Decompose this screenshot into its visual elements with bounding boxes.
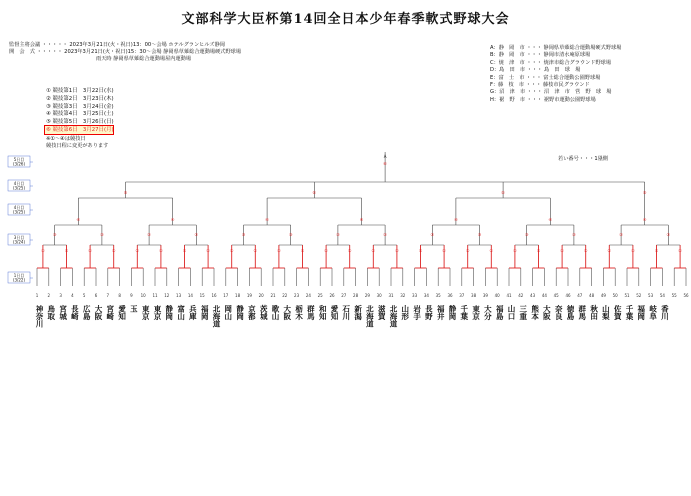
round-label: 5日目 [13, 157, 25, 162]
team-name: 福井 [436, 305, 446, 320]
team-name: 石川 [341, 305, 351, 320]
team-name: 山口 [507, 305, 516, 320]
match-number: ① [489, 248, 494, 253]
match-number: ④ [642, 217, 647, 222]
team-number: 1 [35, 293, 39, 298]
note-line: ※①～④は競技日 [46, 136, 86, 142]
match-number: ③ [619, 232, 623, 237]
team-name: 北海道 [365, 305, 375, 328]
match-number: ④ [548, 217, 553, 222]
team-name: 北海道 [212, 305, 221, 328]
team-number: 25 [317, 293, 323, 298]
team-name: 滋賀 [377, 305, 387, 320]
round-label: 4日目 [13, 205, 25, 210]
round-label: 4日目 [13, 181, 25, 186]
team-name: 和知 [318, 305, 328, 320]
team-number: 56 [683, 293, 689, 298]
team-number: 8 [118, 293, 121, 298]
team-name: 山形 [400, 305, 410, 320]
team-name: 玉 [129, 305, 139, 313]
team-name: 群馬 [306, 305, 316, 320]
team-name: 福島 [495, 305, 505, 320]
team-name: 千葉 [625, 305, 634, 320]
team-number: 53 [648, 293, 654, 298]
match-number: ③ [194, 232, 199, 237]
match-number: ③ [524, 232, 529, 237]
team-number: 28 [353, 293, 359, 298]
match-number: ③ [241, 232, 246, 237]
team-number: 14 [187, 293, 193, 298]
team-number: 16 [211, 293, 217, 298]
team-name: 香川 [660, 305, 670, 320]
team-name: 栃木 [294, 305, 304, 320]
team-name: 徳島 [566, 305, 575, 320]
final-venue: A [383, 154, 387, 159]
match-number: ① [607, 248, 612, 253]
match-number: ④ [265, 217, 269, 222]
team-name: 秋田 [589, 305, 599, 320]
venue-item: F：藤 枝 市 ・・・ 藤枝市民グラウンド [490, 82, 590, 89]
opening-line: 開 会 式 ・・・・・ 2023年3月21日(火・祝日)15：30～会場 静岡県草薙総合運動場硬式野球場 [9, 49, 242, 55]
day-item: ⑤ 競技第5日 3月26日(日) [46, 119, 114, 126]
match-number: ⑤ [642, 190, 647, 195]
round-date: (3/25) [12, 209, 26, 215]
match-number: ① [442, 248, 446, 253]
team-name: 宮城 [58, 305, 68, 320]
team-name: 兵庫 [188, 305, 198, 320]
team-name: 東京 [141, 305, 151, 320]
team-name: 岐阜 [648, 305, 658, 320]
team-name: 歌山 [271, 305, 280, 320]
team-name: 静岡 [235, 305, 245, 320]
note-line: 競技日程に変更があります [46, 143, 109, 149]
team-number: 54 [659, 293, 665, 298]
match-number: ① [654, 248, 659, 253]
team-number: 23 [294, 293, 300, 298]
round-date: (3/24) [12, 239, 26, 245]
match-number: ① [277, 248, 281, 253]
team-number: 12 [164, 293, 170, 298]
match-number: ⑤ [123, 190, 128, 195]
team-number: 20 [258, 293, 264, 298]
team-number: 15 [199, 293, 205, 298]
match-number: ③ [288, 232, 293, 237]
match-number: ① [229, 248, 234, 253]
team-number: 35 [435, 293, 441, 298]
match-number: ① [159, 248, 163, 253]
team-name: 静岡 [164, 305, 174, 320]
team-name: 北海道 [389, 305, 398, 328]
match-number: ③ [52, 232, 57, 237]
team-number: 13 [176, 293, 182, 298]
match-number: ① [300, 248, 305, 253]
team-list [0, 305, 691, 490]
team-name: 山梨 [601, 305, 611, 320]
team-name: 長崎 [70, 305, 80, 320]
team-number: 7 [106, 293, 110, 298]
match-number: ④ [454, 217, 458, 222]
seed-note: 若い番号・・・1塁側 [558, 156, 608, 162]
team-number: 44 [541, 293, 547, 298]
match-number: ① [513, 248, 517, 253]
team-number: 48 [589, 293, 595, 298]
team-number: 21 [270, 293, 276, 298]
match-number: ④ [76, 217, 81, 222]
match-number: ③ [666, 232, 671, 237]
team-name: 茨城 [259, 305, 269, 320]
team-number: 43 [530, 293, 536, 298]
team-number: 39 [482, 293, 488, 298]
team-name: 大分 [483, 305, 493, 320]
match-number: ① [465, 248, 470, 253]
rain-line: 雨天時 静岡県草薙総合運動場屋内運動場 [96, 56, 192, 62]
team-number: 42 [518, 293, 524, 298]
match-number: ③ [336, 232, 340, 237]
day-item: ③ 競技第3日 3月24日(金) [46, 103, 114, 110]
team-number: 17 [223, 293, 229, 298]
team-name: 三重 [518, 305, 528, 320]
match-number: ① [418, 248, 423, 253]
match-number: ① [583, 248, 588, 253]
team-number: 31 [388, 293, 394, 298]
team-name: 愛知 [330, 305, 339, 320]
match-number: ① [135, 248, 140, 253]
team-number: 26 [329, 293, 335, 298]
team-number: 22 [282, 293, 288, 298]
match-number: ③ [477, 232, 482, 237]
team-name: 広島 [82, 305, 92, 320]
match-number: ⑤ [501, 190, 505, 195]
venue-item: A：静 岡 市 ・・・ 静岡県草薙総合運動場硬式野球場 [490, 45, 622, 51]
match-number: ③ [430, 232, 435, 237]
match-number: ① [371, 248, 376, 253]
team-name: 大阪 [94, 305, 103, 320]
team-name: 鳥取 [46, 305, 56, 320]
venue-item: E：富 士 市 ・・・ 富士総合運動公園野球場 [490, 74, 601, 81]
page-title: 文部科学大臣杯第14回全日本少年春季軟式野球大会 [181, 12, 510, 27]
round-date: (3/25) [12, 185, 26, 191]
match-number: ① [347, 248, 352, 253]
team-name: 宮崎 [105, 305, 115, 320]
team-number: 33 [412, 293, 418, 298]
round-label: 1日目 [13, 273, 25, 278]
team-name: 福岡 [636, 305, 646, 320]
team-name: 長野 [424, 305, 434, 320]
team-number: 49 [600, 293, 606, 298]
team-name: 愛知 [117, 305, 127, 320]
team-number: 50 [612, 293, 618, 298]
team-number: 19 [246, 293, 252, 298]
venue-item: G：沼 津 市 ・・・ 沼 津 市 営 野 球 場 [490, 89, 612, 96]
team-number: 36 [447, 293, 453, 298]
match-number: ③ [100, 232, 104, 237]
venue-item: H：裾 野 市 ・・・ 裾野市運動公園野球場 [490, 96, 596, 103]
match-number: ④ [359, 217, 364, 222]
day-item: ④ 競技第4日 3月25日(土) [46, 111, 114, 118]
team-number: 46 [565, 293, 571, 298]
team-number: 55 [671, 293, 677, 298]
team-name: 東京 [153, 305, 162, 320]
team-number: 10 [140, 293, 146, 298]
team-number: 34 [423, 293, 429, 298]
team-number: 11 [152, 293, 158, 298]
team-number: 37 [459, 293, 465, 298]
match-number: ① [678, 248, 682, 253]
team-number: 5 [82, 293, 86, 298]
match-number: ⑤ [312, 190, 317, 195]
round-date: (3/22) [12, 277, 26, 283]
team-number: 6 [94, 293, 98, 298]
match-number: ④ [170, 217, 175, 222]
team-number: 38 [471, 293, 477, 298]
team-number: 29 [364, 293, 370, 298]
team-name: 京都 [247, 305, 257, 320]
team-name: 佐賀 [613, 305, 623, 320]
team-number: 30 [376, 293, 382, 298]
team-number: 9 [130, 293, 133, 298]
match-number: ① [560, 248, 564, 253]
team-number: 47 [577, 293, 583, 298]
match-number: ① [395, 248, 399, 253]
round-date: (3/26) [12, 161, 26, 167]
match-number: ① [41, 248, 45, 253]
match-number: ① [88, 248, 92, 253]
team-name: 大阪 [542, 305, 552, 320]
match-number: ① [182, 248, 187, 253]
team-number: 2 [47, 293, 51, 298]
day-item: ① 競技第1日 3月22日(水) [46, 88, 114, 94]
meeting-line: 監督主将会議 ・・・・・ 2023年3月21日(火・祝日)13：00～会場 ホテルグランヒルズ静岡 [9, 42, 225, 48]
match-number: ① [631, 248, 635, 253]
final-number: ⑥ [383, 161, 387, 166]
match-number: ③ [147, 232, 151, 237]
match-number: ① [64, 248, 69, 253]
team-number: 51 [624, 293, 630, 298]
venue-item: C：焼 津 市 ・・・ 焼津市総合グラウンド野球場 [490, 59, 612, 66]
venue-item: B：静 岡 市 ・・・ 静岡市清水庵原球場 [490, 52, 591, 59]
round-label: 3日目 [13, 235, 25, 240]
match-number: ① [536, 248, 541, 253]
match-number: ③ [383, 232, 387, 237]
match-number: ① [206, 248, 210, 253]
match-number: ① [324, 248, 328, 253]
day-item-final: ⑥ 競技第6日 3月27日(月) [46, 126, 114, 133]
team-name: 岡山 [223, 305, 233, 320]
team-name: 東京 [471, 305, 481, 320]
venue-item: D：島 田 市 ・・・ 島 田 球 場 [490, 67, 581, 74]
team-number: 18 [235, 293, 241, 298]
team-name: 富山 [176, 305, 186, 320]
match-number: ① [111, 248, 116, 253]
team-number: 27 [341, 293, 347, 298]
team-name: 岩手 [412, 305, 422, 320]
team-name: 静岡 [448, 305, 457, 320]
team-name: 熊本 [530, 305, 540, 320]
team-number: 3 [59, 293, 62, 298]
team-name: 新潟 [353, 305, 363, 320]
team-name: 福岡 [200, 305, 210, 320]
team-number: 24 [305, 293, 311, 298]
team-number: 52 [636, 293, 642, 298]
team-number: 40 [494, 293, 500, 298]
match-number: ① [253, 248, 258, 253]
team-name: 群馬 [577, 305, 587, 320]
team-name: 奈良 [554, 305, 564, 320]
team-name: 大阪 [282, 305, 292, 320]
team-number: 32 [400, 293, 406, 298]
team-name: 神奈川 [35, 305, 44, 328]
team-number: 41 [506, 293, 512, 298]
day-item: ② 競技第2日 3月23日(木) [46, 95, 114, 102]
team-number: 45 [553, 293, 559, 298]
team-number: 4 [71, 293, 74, 298]
match-number: ③ [572, 232, 576, 237]
team-name: 千葉 [459, 305, 469, 320]
